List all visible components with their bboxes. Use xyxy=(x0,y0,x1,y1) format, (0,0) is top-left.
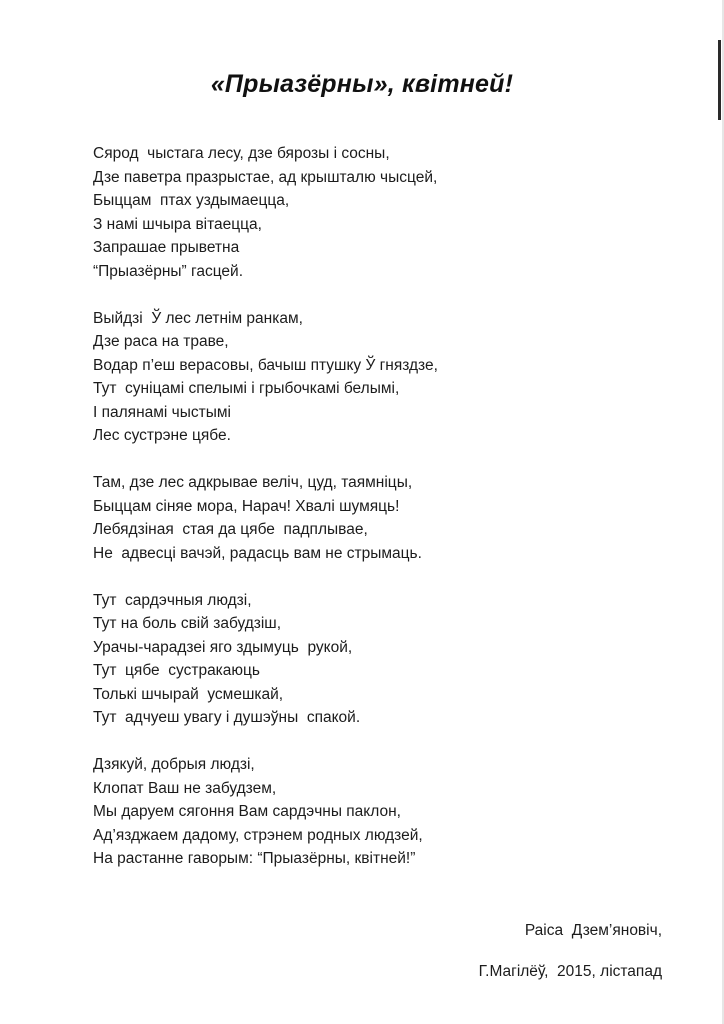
poem-line: Там, дзе лес адкрывае веліч, цуд, таямніцы, xyxy=(93,474,413,491)
place-and-date: Г.Магілёў, 2015, лістапад xyxy=(478,963,662,980)
poem-line: Выйдзі Ў лес летнім ранкам, xyxy=(93,309,303,327)
poem-line: Лебядзіная стая да цябе падплывае, xyxy=(93,521,368,538)
poem-line: Тут суніцамі спелымі і грыбочкамі белымі, xyxy=(93,380,400,397)
poem-line: Тут адчуеш увагу і душэўны спакой. xyxy=(93,709,361,726)
poem-line: Урачы-чарадзеі яго здымуць рукой, xyxy=(93,638,353,656)
poem-line: Дзе паветра празрыстае, ад крышталю чысцей, xyxy=(93,168,438,186)
poem-line: “Прыазёрны” гасцей. xyxy=(93,262,243,280)
poem-line: Дзякуй, добрыя людзі, xyxy=(93,756,255,773)
stanza-1 xyxy=(93,142,693,283)
poem-title: «Прыазёрны», квітней! xyxy=(210,70,514,98)
poem-line: Ад’язджаем дадому, стрэнем родных людзей, xyxy=(93,826,423,844)
stanza-3 xyxy=(93,471,693,565)
poem-line: На растанне гаворым: “Прыазёрны, квітней!” xyxy=(93,850,416,867)
poem-line: Сярод чыстага лесу, дзе бярозы і сосны, xyxy=(93,145,390,162)
poem-line: І палянамі чыстымі xyxy=(93,403,231,421)
poem-line: З намі шчыра вітаецца, xyxy=(93,215,262,233)
poem-line: Клопат Ваш не забудзем, xyxy=(93,779,277,797)
poem-line: Не адвесці вачэй, радасць вам не стрымаць. xyxy=(93,544,422,562)
poem-line: Дзе раса на траве, xyxy=(93,333,229,350)
stanza-2 xyxy=(93,307,693,448)
poem-line: Быццам птах уздымаецца, xyxy=(93,192,290,209)
poem-line: Тут цябе сустракаюць xyxy=(93,662,261,679)
poem-line: Водар п’еш верасовы, бачыш птушку Ў гняздзе, xyxy=(93,356,438,374)
poem-line: Запрашае прыветна xyxy=(93,239,240,256)
poem-line: Толькі шчырай усмешкай, xyxy=(93,685,284,703)
poem-line: Тут на боль свій забудзіш, xyxy=(93,615,282,632)
stanza-5 xyxy=(93,753,693,871)
author-signature: Раіса Дзем’яновіч, xyxy=(524,922,662,939)
stanza-4 xyxy=(93,589,693,730)
poem-line: Быццам сіняе мора, Нарач! Хвалі шумяць! xyxy=(93,497,400,515)
poem-line: Лес сустрэне цябе. xyxy=(93,427,231,444)
poem-body xyxy=(93,142,693,894)
poem-line: Мы даруем сягоння Вам сардэчны паклон, xyxy=(93,803,401,820)
poem-line: Тут сардэчныя людзі, xyxy=(93,591,252,609)
